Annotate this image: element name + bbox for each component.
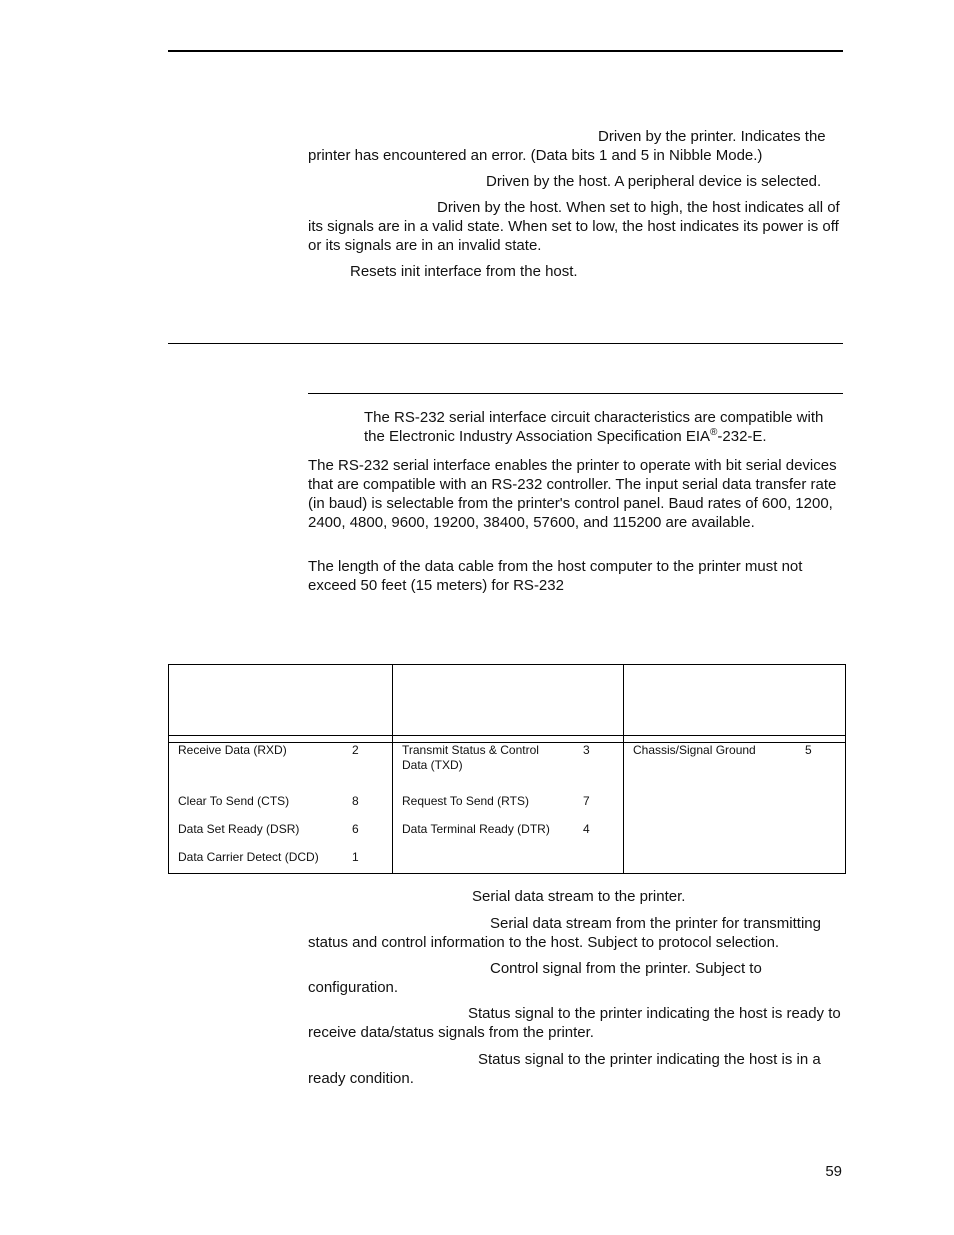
pin-number: 8 [352, 794, 359, 808]
pin-number: 4 [583, 822, 590, 836]
signal-desc-rts: Control signal from the printer. Subject to configuration. [308, 960, 762, 996]
signal-desc-dsr: Status signal to the printer indicating the host is in a ready condition. [308, 1051, 821, 1087]
rs232-pin-table [168, 664, 846, 874]
signal-name: Chassis/Signal Ground [633, 743, 756, 757]
table-row [169, 845, 846, 874]
pin-number: 6 [352, 822, 359, 836]
header-rule [168, 50, 843, 52]
signal-name: Clear To Send (CTS) [178, 794, 290, 808]
pin-number: 2 [352, 743, 359, 757]
signal-desc-select-in: Driven by the host. A peripheral device is selected. [486, 173, 822, 190]
section-rule [168, 343, 843, 344]
pin-number: 5 [805, 743, 812, 757]
table-row [169, 817, 846, 845]
table-header-separator [169, 736, 846, 743]
pin-number: 7 [583, 794, 590, 808]
signal-desc-signal-level: Driven by the host. When set to high, the host indicates all of its signals are in a valid state. When set to low, the host indicates its power is off or its signals are in an invalid state. [308, 199, 840, 254]
signal-name: Data Terminal Ready (DTR) [402, 822, 550, 836]
table-row [169, 789, 846, 817]
signal-desc-cts: Status signal to the printer indicating the host is ready to receive data/status signals from the printer. [308, 1005, 841, 1041]
table-header-row-2 [169, 703, 846, 736]
signal-name: Data Set Ready (DSR) [178, 822, 300, 836]
rs232-paragraph-2: The length of the data cable from the host computer to the printer must not exceed 50 feet (15 meters) for RS-232 [308, 558, 803, 594]
signal-name: Transmit Status & Control Data (TXD) [402, 743, 539, 772]
table-row [169, 743, 846, 790]
rs232-paragraph-1: The RS-232 serial interface enables the printer to operate with bit serial devices that are compatible with an RS-232 controller. The input serial data transfer rate (in baud) is selectable from the printer's control panel. Baud rates of 600, 1200, 2400, 4800, 9600, 19200, 38400, 57600, and 115200 are available. [308, 457, 837, 531]
signal-name: Data Carrier Detect (DCD) [178, 850, 319, 864]
signal-desc-fault: Driven by the printer. Indicates the printer has encountered an error. (Data bits 1 and 5 in Nibble Mode.) [308, 128, 826, 164]
signal-name: Request To Send (RTS) [402, 794, 529, 808]
signal-desc-txd: Serial data stream from the printer for transmitting status and control information to the host. Subject to protocol selection. [308, 915, 821, 951]
rs232-note: The RS-232 serial interface circuit characteristics are compatible with the Electronic Industry Association Specification EIA®-232-E. [364, 409, 824, 445]
signal-name: Receive Data (RXD) [178, 743, 287, 757]
page-number: 59 [825, 1163, 842, 1180]
signal-desc-init: Resets init interface from the host. [350, 263, 578, 280]
pin-number: 1 [352, 850, 359, 864]
table-header-row [169, 665, 846, 704]
pin-number: 3 [583, 743, 590, 757]
signal-desc-rxd: Serial data stream to the printer. [472, 888, 686, 905]
subsection-rule [308, 393, 843, 394]
